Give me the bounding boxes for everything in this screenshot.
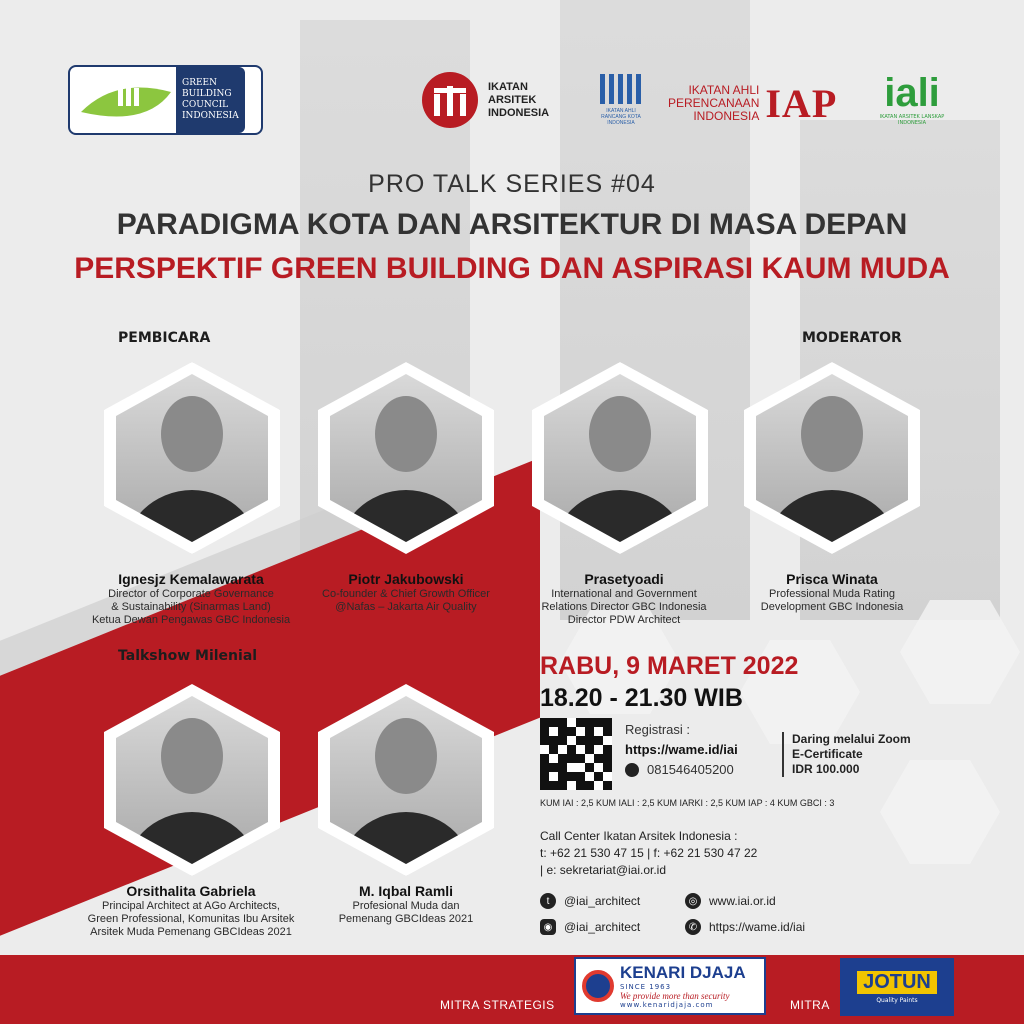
iali-logo	[868, 72, 956, 126]
gbc-text: GREEN	[182, 78, 217, 88]
whatsapp-icon: ✆	[685, 919, 701, 935]
website-link[interactable]: www.iai.or.id	[709, 894, 776, 908]
kum-credits: KUM IAI : 2,5 KUM IALI : 2,5 KUM IARKI : 2,5 KUM IAP : 4 KUM GBCI : 3	[540, 798, 835, 808]
iai-logo-text: ARSITEK	[488, 93, 537, 106]
main-title: PARADIGMA KOTA DAN ARSITEKTUR DI MASA DEPAN	[116, 208, 908, 241]
iarki-logo	[596, 72, 646, 126]
talkshow-caption	[306, 882, 506, 926]
speaker-role: International and Government	[551, 588, 697, 600]
speaker-name: Piotr Jakubowski	[348, 571, 464, 587]
moderator-photo	[744, 362, 920, 554]
speaker-photo	[104, 362, 280, 554]
speaker-role: Co-founder & Chief Growth Officer	[322, 588, 490, 600]
kenari-djaja-logo	[574, 957, 766, 1015]
iap-logo-big: IAP	[765, 81, 838, 126]
jotun-name: JOTUN	[857, 971, 937, 994]
talkshow-role: Pemenang GBCIdeas 2021	[338, 913, 474, 925]
whatsapp-link-row[interactable]	[685, 919, 805, 935]
jotun-logo	[840, 958, 954, 1016]
registration-link[interactable]: https://wame.id/iai	[625, 742, 738, 757]
iap-logo-text: PERENCANAAN	[668, 96, 760, 110]
talkshow-role: Green Professional, Komunitas Ibu Arsitek	[87, 913, 295, 925]
series-label: PRO TALK SERIES #04	[368, 170, 656, 198]
call-center-email[interactable]: | e: sekretariat@iai.or.id	[540, 863, 667, 877]
gbc-text: INDONESIA	[182, 111, 239, 121]
talkshow-photo	[318, 684, 494, 876]
speaker-caption	[296, 570, 516, 614]
registration-block	[625, 720, 738, 780]
iap-logo	[668, 80, 837, 127]
kenari-web: www.kenaridjaja.com	[620, 1001, 714, 1009]
iarki-logo-text: IKATAN AHLI RANCANG KOTA INDONESIA	[601, 108, 641, 126]
talkshow-name: Orsithalita Gabriela	[126, 883, 256, 899]
instagram-icon: ◉	[540, 919, 556, 935]
speaker-role: Director of Corporate Governance	[108, 588, 274, 600]
talkshow-role: Profesional Muda dan	[352, 900, 460, 912]
speaker-role: Director PDW Architect	[567, 614, 681, 626]
moderator-name: Prisca Winata	[786, 571, 878, 587]
iai-logo-text: IKATAN	[488, 80, 528, 93]
zoom-line: IDR 100.000	[792, 762, 860, 776]
iap-logo-text: INDONESIA	[693, 109, 760, 123]
twitter-row[interactable]	[540, 893, 640, 909]
moderator-label: MODERATOR	[802, 330, 902, 346]
mitra-strategis-label: MITRA STRATEGIS	[440, 998, 555, 1012]
zoom-info	[782, 732, 911, 777]
globe-icon: ◎	[685, 893, 701, 909]
speaker-caption	[60, 570, 322, 627]
mitra-label: MITRA	[790, 998, 830, 1012]
registration-label: Registrasi :	[625, 722, 691, 737]
event-time: 18.20 - 21.30 WIB	[540, 684, 743, 712]
iai-logo	[420, 70, 549, 130]
iali-logo-big: iali	[884, 71, 940, 115]
event-date: RABU, 9 MARET 2022	[540, 652, 799, 680]
kenari-name: KENARI DJAJA	[620, 963, 746, 982]
speaker-role: & Sustainability (Sinarmas Land)	[111, 601, 271, 613]
speaker-photo	[318, 362, 494, 554]
twitter-handle[interactable]: @iai_architect	[564, 894, 641, 908]
qr-code[interactable]	[540, 718, 612, 790]
speaker-name: Ignesjz Kemalawarata	[118, 571, 264, 587]
iali-logo-text: IKATAN ARSITEK LANSKAP INDONESIA	[879, 114, 945, 126]
kenari-logo-icon	[582, 970, 614, 1002]
web-row[interactable]	[685, 893, 776, 909]
gbc-logo	[68, 65, 263, 135]
whatsapp-icon	[625, 763, 639, 777]
speaker-photo	[532, 362, 708, 554]
whatsapp-row	[625, 760, 738, 780]
speaker-caption	[514, 570, 734, 627]
moderator-role: Professional Muda Rating	[769, 588, 895, 600]
instagram-row[interactable]	[540, 919, 640, 935]
subtitle: PERSPEKTIF GREEN BUILDING DAN ASPIRASI KAUM MUDA	[74, 252, 950, 285]
zoom-line: E-Certificate	[792, 747, 863, 761]
iarki-logo-icon	[596, 72, 646, 106]
jotun-tagline: Quality Paints	[876, 996, 918, 1004]
call-center	[540, 828, 757, 879]
call-center-phone: t: +62 21 530 47 15 | f: +62 21 530 47 22	[540, 846, 758, 860]
gbc-text: COUNCIL	[182, 100, 229, 110]
zoom-line: Daring melalui Zoom	[792, 732, 911, 746]
moderator-caption	[732, 570, 932, 614]
gbc-text: BUILDING	[182, 89, 232, 99]
kenari-tagline: We provide more than security	[620, 991, 730, 1001]
whatsapp-link[interactable]: https://wame.id/iai	[709, 920, 806, 934]
instagram-handle[interactable]: @iai_architect	[564, 920, 641, 934]
talkshow-photo	[104, 684, 280, 876]
gbc-leaf-icon	[76, 72, 176, 128]
iai-logo-icon	[420, 70, 480, 130]
talkshow-role: Arsitek Muda Pemenang GBCIdeas 2021	[90, 926, 292, 938]
talkshow-name: M. Iqbal Ramli	[358, 883, 454, 899]
speaker-name: Prasetyoadi	[584, 571, 664, 587]
twitter-icon: t	[540, 893, 556, 909]
speaker-role: Relations Director GBC Indonesia	[541, 601, 707, 613]
talkshow-role: Principal Architect at AGo Architects,	[102, 900, 280, 912]
call-center-title: Call Center Ikatan Arsitek Indonesia :	[540, 829, 738, 843]
speaker-role: @Nafas – Jakarta Air Quality	[335, 601, 477, 613]
whatsapp-number[interactable]: 081546405200	[647, 762, 734, 777]
talkshow-caption	[60, 882, 322, 939]
iai-logo-text: INDONESIA	[488, 106, 550, 119]
talkshow-label: Talkshow Milenial	[118, 648, 258, 664]
iap-logo-text: IKATAN AHLI	[688, 83, 760, 97]
pembicara-label: PEMBICARA	[118, 330, 211, 346]
moderator-role: Development GBC Indonesia	[760, 601, 904, 613]
kenari-since: SINCE 1963	[620, 983, 672, 991]
speaker-role: Ketua Dewan Pengawas GBC Indonesia	[91, 614, 291, 626]
